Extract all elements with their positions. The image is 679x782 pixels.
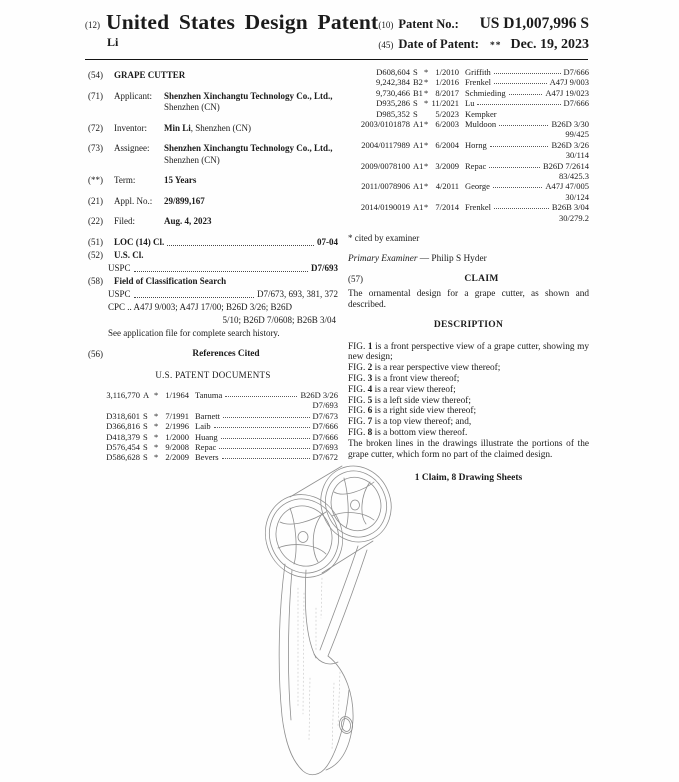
ref-examiner-star — [424, 109, 431, 119]
title-block — [106, 11, 378, 57]
ref-inventor-name: Tanuma — [195, 390, 223, 400]
uspc-value: D7/693 — [311, 262, 338, 273]
ref-kind-code: A — [143, 390, 150, 400]
figure-description-line: FIG. 1 is a front perspective view of a grape cutter, showing my new design; — [348, 341, 589, 363]
inventor-surname: Li — [107, 35, 119, 49]
dotted-leader — [134, 263, 308, 272]
inventor-location: , Shenzhen (CN) — [190, 122, 252, 133]
ref-date: 8/2017 — [435, 87, 459, 98]
ref-date: 11/2021 — [431, 98, 459, 109]
field-num: (72) — [88, 122, 103, 133]
ref-inventor-name: Kempker — [465, 108, 497, 119]
dotted-leader — [477, 98, 560, 105]
ref-date: 1/1964 — [165, 390, 189, 400]
ref-number: 9,730,466 — [376, 87, 410, 98]
ref-number: D586,628 — [106, 452, 140, 463]
figure-descriptions — [348, 342, 589, 439]
field-num: (52) — [88, 249, 103, 260]
dotted-leader — [214, 421, 310, 428]
ref-kind-code: S — [413, 108, 418, 119]
ref-date: 2/2009 — [165, 452, 189, 463]
ref-date: 6/2003 — [435, 119, 459, 130]
dotted-leader — [494, 77, 547, 84]
ref-date: 7/2014 — [435, 202, 459, 213]
reference-row — [348, 119, 589, 129]
uspc-row — [88, 263, 338, 275]
header-right — [378, 11, 589, 57]
figure-number: 2 — [367, 363, 373, 374]
references-heading: References Cited — [192, 349, 260, 359]
ref-date: 2/1996 — [165, 421, 189, 432]
ref-kind-code: A1 — [413, 160, 424, 171]
reference-row — [88, 411, 338, 421]
loc-class-key: LOC (14) Cl. — [114, 236, 165, 247]
dotted-leader — [221, 432, 310, 439]
dotted-leader — [219, 442, 309, 449]
field-45-label: (45) — [378, 40, 394, 50]
ref-examiner-star: * — [424, 202, 429, 213]
applicant-location: Shenzhen (CN) — [164, 102, 220, 112]
figure-description-line: FIG. 7 is a top view thereof; and, — [348, 417, 472, 428]
kind-code-label: (12) — [85, 20, 100, 30]
header-divider — [85, 59, 588, 60]
field-num: (21) — [88, 195, 103, 206]
claim-text: The ornamental design for a grape cutter, as shown and described. — [348, 288, 589, 310]
patent-number-row — [378, 15, 589, 33]
ref-date: 5/2023 — [435, 108, 459, 119]
ref-examiner-star: * — [154, 410, 159, 421]
search-cpc-line1: CPC .. A47J 9/003; A47J 17/00; B26D 3/26; B26D — [108, 301, 293, 312]
ref-examiner-star: * — [424, 181, 429, 192]
description-heading: DESCRIPTION — [433, 320, 504, 331]
dotted-leader — [499, 119, 548, 126]
references-heading-row — [88, 349, 338, 361]
ref-number: D318,601 — [106, 410, 140, 421]
ref-date: 7/1991 — [165, 410, 189, 421]
field-num: (22) — [88, 216, 103, 226]
ref-classification: D7/693 — [312, 442, 338, 453]
field-num: (73) — [88, 143, 103, 153]
figure-number: 4 — [367, 384, 373, 395]
ref-classification: B26D 3/30 — [551, 119, 589, 130]
examiner-label: Primary Examiner — [348, 253, 418, 264]
figure-number: 5 — [367, 395, 373, 406]
figure-number: 7 — [367, 417, 373, 428]
ref-inventor-name: Huang — [195, 431, 218, 442]
ref-examiner-star: * — [424, 160, 429, 171]
reference-row — [348, 109, 589, 119]
field-inventor — [88, 123, 338, 135]
ref-inventor-name: Frenkel — [465, 202, 491, 213]
ref-inventor-name: Laib — [195, 421, 211, 432]
ref-kind-code: S — [143, 431, 148, 442]
ref-classification: A47J 19/023 — [545, 87, 589, 98]
inventor-value — [164, 123, 338, 135]
reference-row — [348, 202, 589, 212]
dotted-leader — [225, 390, 297, 397]
ref-kind-code: B2 — [413, 77, 423, 88]
ref-examiner-star: * — [154, 421, 159, 432]
ref-classification-continued: 30/114 — [565, 150, 589, 161]
dotted-leader — [222, 452, 310, 459]
ref-classification-continued: D7/693 — [312, 400, 338, 411]
field-key: Assignee: — [114, 143, 150, 153]
ref-classification: D7/666 — [563, 98, 589, 109]
assignee-location: Shenzhen (CN) — [164, 154, 220, 165]
ref-number: 2009/0078100 — [360, 160, 410, 171]
ref-kind-code: S — [143, 452, 148, 463]
ref-examiner-star: * — [424, 67, 429, 77]
field-appl-no — [88, 196, 338, 208]
inventor-name: Min Li — [164, 122, 191, 133]
ref-examiner-star: * — [424, 139, 429, 150]
dotted-leader — [490, 140, 549, 147]
reference-row — [88, 390, 338, 400]
ref-inventor-name: Horng — [465, 139, 487, 150]
reference-row — [348, 161, 589, 171]
ref-number: 9,242,384 — [376, 77, 410, 88]
search-note: See application file for complete search history. — [108, 327, 280, 338]
ref-date: 1/2016 — [435, 77, 459, 88]
figure-description-line: FIG. 2 is a rear perspective view thereof; — [348, 363, 501, 374]
field-num: (54) — [88, 70, 103, 80]
field-key: Applicant: — [114, 90, 152, 101]
broken-lines-note: The broken lines in the drawings illustrate the portions of the grape cutter, which form no part of the claimed design. — [348, 438, 589, 461]
ref-examiner-star: * — [154, 442, 159, 453]
ref-classification: B26D 3/26 — [300, 390, 338, 400]
examiner-footnote: * cited by examiner — [348, 233, 420, 244]
ref-examiner-star: * — [424, 77, 429, 88]
ref-inventor-name: Muldoon — [465, 119, 497, 130]
field-10-label: (10) — [378, 20, 394, 30]
patent-date-key: Date of Patent: — [398, 37, 479, 51]
field-term — [88, 175, 338, 187]
figure-number: 3 — [367, 374, 373, 385]
figure-description-line: FIG. 5 is a left side view thereof; — [348, 395, 471, 406]
ref-kind-code: B1 — [413, 87, 423, 98]
uspc-label: USPC — [108, 262, 131, 273]
ref-kind-code: A1 — [413, 119, 424, 130]
ref-examiner-star: * — [154, 452, 159, 463]
filing-date: Aug. 4, 2023 — [164, 216, 212, 226]
reference-row — [348, 77, 589, 87]
search-uspc-row — [88, 289, 338, 301]
figure-description-line: FIG. 3 is a front view thereof; — [348, 374, 460, 385]
patent-number-value: US D1,007,996 S — [479, 15, 589, 32]
em-dash: — — [419, 253, 430, 264]
ref-examiner-star: * — [424, 98, 429, 109]
claim-heading: CLAIM — [464, 274, 499, 285]
field-assignee — [88, 143, 338, 166]
field-num: (71) — [88, 90, 103, 101]
reference-row — [88, 421, 338, 431]
ref-classification: D7/673 — [312, 410, 338, 421]
ref-inventor-name: George — [465, 181, 490, 192]
ref-number: D366,816 — [106, 421, 140, 432]
dotted-leader — [494, 67, 561, 74]
ref-number: D576,454 — [106, 442, 140, 453]
ref-number: D418,379 — [106, 431, 140, 442]
ref-kind-code: S — [143, 442, 148, 453]
ref-inventor-name: Barnett — [195, 410, 221, 421]
us-class-key: U.S. Cl. — [114, 249, 144, 260]
primary-examiner-line — [348, 254, 589, 266]
reference-row — [348, 88, 589, 98]
design-title: GRAPE CUTTER — [114, 70, 186, 80]
dotted-leader — [509, 88, 543, 95]
ref-date: 6/2004 — [435, 139, 459, 150]
figure-description-line: FIG. 6 is a right side view thereof; — [348, 406, 477, 417]
reference-row — [348, 140, 589, 150]
ref-inventor-name: Schmieding — [465, 87, 506, 98]
ref-classification: B26D 3/26 — [551, 139, 589, 150]
figure-number: 8 — [367, 428, 373, 439]
us-patent-references-right — [348, 67, 589, 223]
field-key: Appl. No.: — [114, 195, 153, 206]
field-key: Inventor: — [114, 122, 147, 133]
reference-row — [88, 432, 338, 442]
ref-inventor-name: Bevers — [195, 452, 219, 463]
ref-kind-code: S — [143, 421, 148, 432]
references-subheading: U.S. PATENT DOCUMENTS — [155, 369, 271, 380]
uspc-label: USPC — [108, 288, 131, 299]
search-cpc-line2: 5/10; B26D 7/0608; B26B 3/04 — [222, 314, 336, 325]
ref-classification: D7/666 — [312, 431, 338, 442]
us-patent-references-left — [88, 390, 338, 463]
application-number: 29/899,167 — [164, 195, 205, 206]
dotted-leader — [494, 202, 549, 209]
patent-header — [85, 11, 589, 57]
header-left — [85, 11, 378, 57]
ref-inventor-name: Frenkel — [465, 77, 491, 88]
figure-description-line: FIG. 8 is a bottom view thereof. — [348, 428, 468, 439]
ref-kind-code: S — [413, 67, 418, 77]
reference-row — [348, 98, 589, 108]
reference-row — [88, 442, 338, 452]
ref-examiner-star: * — [154, 431, 159, 442]
grape-cutter-drawing — [246, 458, 398, 782]
ref-inventor-name: Repac — [195, 442, 217, 453]
ref-classification-continued: 30/124 — [565, 191, 589, 202]
applicant-value — [164, 91, 338, 114]
ref-number: D985,352 — [376, 108, 410, 119]
ref-examiner-star: * — [154, 390, 159, 400]
patent-date-value: Dec. 19, 2023 — [510, 37, 589, 52]
ref-number: D935,286 — [376, 98, 410, 109]
field-num: (56) — [88, 349, 103, 359]
ref-kind-code: A1 — [413, 202, 424, 213]
field-applicant — [88, 91, 338, 114]
applicant-name: Shenzhen Xinchangtu Technology Co., Ltd., — [164, 90, 333, 101]
dotted-leader — [167, 237, 314, 246]
ref-number: 2011/0078906 — [361, 181, 410, 192]
grape-cutter-figure — [246, 458, 398, 782]
ref-classification-continued: 83/425.3 — [559, 171, 589, 182]
ref-classification: D7/666 — [563, 67, 589, 77]
ref-number: 2014/0190019 — [360, 202, 410, 213]
claim-heading-row — [348, 274, 589, 286]
ref-date: 9/2008 — [165, 442, 189, 453]
ref-number: 2003/0101878 — [360, 119, 410, 130]
left-column — [88, 70, 338, 463]
dotted-leader — [489, 161, 540, 168]
ref-inventor-name: Griffith — [465, 67, 491, 77]
loc-class-value: 07-04 — [317, 236, 338, 247]
ref-kind-code: S — [413, 98, 418, 109]
field-us-class — [88, 250, 338, 262]
ref-examiner-star: * — [424, 119, 429, 130]
examiner-name: Philip S Hyder — [431, 253, 487, 264]
figure-description-line: FIG. 4 is a rear view thereof; — [348, 384, 456, 395]
field-search — [88, 276, 338, 288]
term-extension-marker: ** — [489, 41, 502, 51]
reference-row — [88, 452, 338, 462]
patent-date-row — [378, 37, 589, 53]
ref-classification: A47J 47/005 — [545, 181, 589, 192]
dotted-leader — [223, 411, 309, 418]
figure-number: 1 — [367, 341, 373, 352]
field-num: (58) — [88, 275, 103, 286]
dotted-leader — [493, 181, 542, 188]
field-key: Filed: — [114, 216, 136, 226]
field-num: (**) — [88, 175, 103, 185]
dotted-leader — [134, 289, 254, 298]
ref-number: D608,604 — [376, 67, 410, 77]
ref-classification: B26D 7/2614 — [542, 160, 589, 171]
right-column — [348, 67, 589, 485]
ref-classification-continued: 30/279.2 — [559, 212, 589, 223]
patent-number-key: Patent No.: — [398, 17, 459, 31]
ref-date: 1/2010 — [435, 67, 459, 77]
claim-sheets-line: 1 Claim, 8 Drawing Sheets — [414, 473, 523, 484]
assignee-value — [164, 143, 338, 166]
ref-date: 1/2000 — [165, 431, 189, 442]
page-title: United States Design Patent — [106, 10, 379, 34]
ref-kind-code: S — [143, 410, 148, 421]
field-title — [88, 70, 338, 82]
search-key: Field of Classification Search — [114, 275, 227, 286]
field-key: Term: — [114, 175, 136, 185]
ref-number: 2004/0117989 — [361, 139, 410, 150]
reference-row — [348, 181, 589, 191]
field-filed — [88, 216, 338, 228]
field-loc-class — [88, 237, 338, 249]
ref-classification: D7/666 — [312, 421, 338, 432]
search-uspc-value: D7/673, 693, 381, 372 — [257, 288, 338, 299]
term-value: 15 Years — [164, 175, 197, 185]
ref-date: 4/2011 — [435, 181, 459, 192]
reference-row — [348, 67, 589, 77]
ref-inventor-name: Repac — [465, 160, 487, 171]
ref-inventor-name: Lu — [465, 98, 475, 109]
ref-classification: B26B 3/04 — [551, 202, 589, 213]
ref-classification-continued: 99/425 — [565, 129, 589, 140]
field-num: (57) — [348, 274, 363, 285]
ref-number: 3,116,770 — [106, 390, 140, 400]
ref-kind-code: A1 — [413, 139, 424, 150]
ref-date: 3/2009 — [435, 160, 459, 171]
ref-classification: D7/672 — [312, 452, 338, 463]
ref-classification: A47J 9/003 — [549, 77, 589, 88]
assignee-name: Shenzhen Xinchangtu Technology Co., Ltd., — [164, 143, 333, 153]
figure-number: 6 — [367, 406, 373, 417]
ref-examiner-star: * — [424, 87, 429, 98]
field-num: (51) — [88, 236, 103, 247]
ref-kind-code: A1 — [413, 181, 424, 192]
